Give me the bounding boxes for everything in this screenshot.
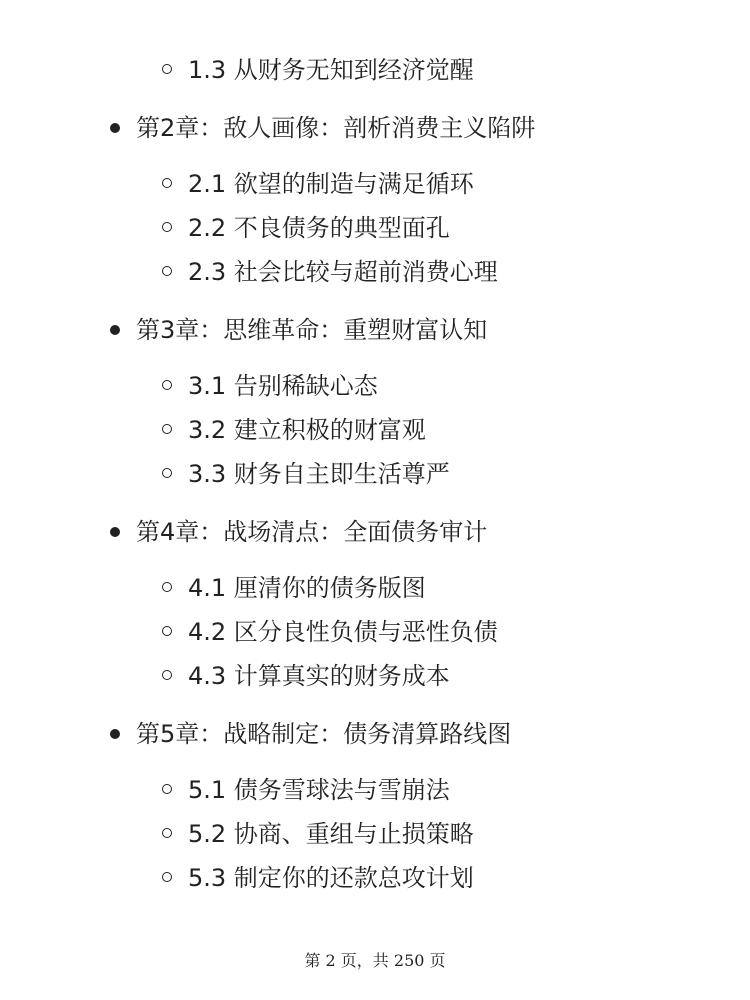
toc-item-label: 第4章：战场清点：全面债务审计 (136, 518, 488, 546)
page-footer: 第 2 页，共 250 页 (304, 951, 446, 970)
hollow-bullet-icon (162, 266, 172, 276)
toc-section-item (0, 452, 750, 496)
toc-section-item (0, 364, 750, 408)
toc-section-item (0, 610, 750, 654)
filled-bullet-icon (110, 123, 120, 133)
toc-section-item (0, 48, 750, 92)
hollow-bullet-icon (162, 582, 172, 592)
toc-section-item (0, 856, 750, 900)
toc-section-item (0, 654, 750, 698)
hollow-bullet-icon (162, 424, 172, 434)
toc-item-label: 2.2 不良债务的典型面孔 (188, 214, 450, 242)
toc-chapter-item (0, 510, 750, 554)
hollow-bullet-icon (162, 670, 172, 680)
hollow-bullet-icon (162, 784, 172, 794)
toc-section-item (0, 812, 750, 856)
toc-item-label: 2.3 社会比较与超前消费心理 (188, 258, 498, 286)
toc-section-item (0, 206, 750, 250)
toc-item-label: 1.3 从财务无知到经济觉醒 (188, 56, 474, 84)
hollow-bullet-icon (162, 64, 172, 74)
toc-section-item (0, 566, 750, 610)
toc-item-label: 第2章：敌人画像：剖析消费主义陷阱 (136, 114, 536, 142)
hollow-bullet-icon (162, 468, 172, 478)
toc-section-item (0, 162, 750, 206)
toc-item-label: 4.2 区分良性负债与恶性负债 (188, 618, 498, 646)
toc-section-item (0, 250, 750, 294)
hollow-bullet-icon (162, 178, 172, 188)
toc-item-label: 2.1 欲望的制造与满足循环 (188, 170, 474, 198)
hollow-bullet-icon (162, 828, 172, 838)
toc-item-label: 3.1 告别稀缺心态 (188, 372, 378, 400)
toc-item-label: 第5章：战略制定：债务清算路线图 (136, 720, 512, 748)
toc-item-label: 3.3 财务自主即生活尊严 (188, 460, 450, 488)
toc-chapter-item (0, 308, 750, 352)
hollow-bullet-icon (162, 626, 172, 636)
toc-item-label: 4.1 厘清你的债务版图 (188, 574, 426, 602)
toc-item-label: 4.3 计算真实的财务成本 (188, 662, 450, 690)
filled-bullet-icon (110, 729, 120, 739)
toc-item-label: 第3章：思维革命：重塑财富认知 (136, 316, 488, 344)
hollow-bullet-icon (162, 380, 172, 390)
hollow-bullet-icon (162, 872, 172, 882)
toc-section-item (0, 408, 750, 452)
hollow-bullet-icon (162, 222, 172, 232)
toc-section-item (0, 768, 750, 812)
toc-chapter-item (0, 106, 750, 150)
filled-bullet-icon (110, 527, 120, 537)
toc-item-label: 5.2 协商、重组与止损策略 (188, 820, 474, 848)
toc-item-label: 5.1 债务雪球法与雪崩法 (188, 776, 450, 804)
toc-item-label: 3.2 建立积极的财富观 (188, 416, 426, 444)
toc-item-label: 5.3 制定你的还款总攻计划 (188, 864, 474, 892)
toc-chapter-item (0, 712, 750, 756)
filled-bullet-icon (110, 325, 120, 335)
